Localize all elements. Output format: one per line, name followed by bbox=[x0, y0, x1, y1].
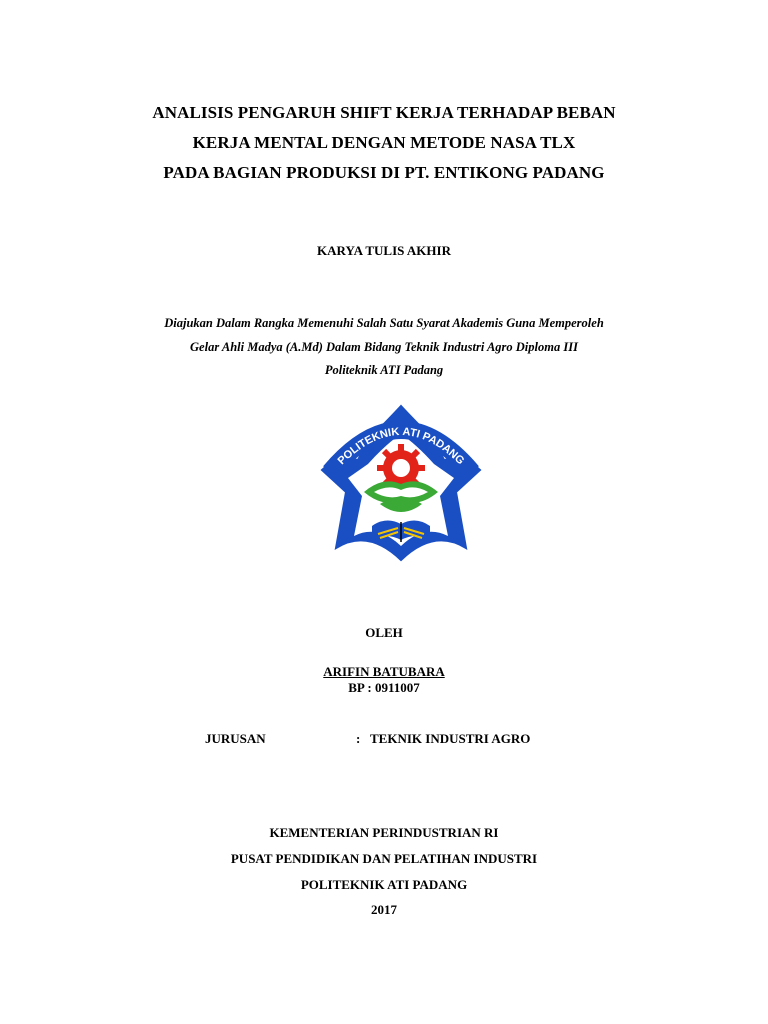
document-type: KARYA TULIS AKHIR bbox=[317, 243, 451, 258]
major-value: TEKNIK INDUSTRI AGRO bbox=[370, 731, 531, 746]
title-line-1: ANALISIS PENGARUH SHIFT KERJA TERHADAP BEBAN bbox=[152, 103, 616, 122]
institution-line-3: POLITEKNIK ATI PADANG bbox=[300, 877, 468, 892]
title-line-2: KERJA MENTAL DENGAN METODE NASA TLX bbox=[192, 133, 576, 152]
title-line-3: PADA BAGIAN PRODUKSI DI PT. ENTIKONG PADANG bbox=[163, 163, 605, 182]
author-name: ARIFIN BATUBARA bbox=[323, 664, 445, 679]
politeknik-ati-padang-logo-icon bbox=[308, 400, 494, 568]
institution-logo bbox=[308, 400, 494, 568]
institution-line-1: KEMENTERIAN PERINDUSTRIAN RI bbox=[269, 825, 499, 840]
purpose-line-2: Gelar Ahli Madya (A.Md) Dalam Bidang Teknik Industri Agro Diploma III bbox=[190, 340, 578, 354]
logo-text: POLITEKNIK ATI PADANG bbox=[335, 425, 467, 468]
purpose-line-3: Politeknik ATI Padang bbox=[324, 363, 444, 377]
year: 2017 bbox=[371, 902, 397, 917]
major-separator: : bbox=[356, 731, 361, 746]
by-label: OLEH bbox=[365, 625, 403, 640]
author-name-line bbox=[0, 664, 768, 680]
student-id: BP : 0911007 bbox=[348, 680, 420, 695]
purpose-line-1: Diajukan Dalam Rangka Memenuhi Salah Satu Syarat Akademis Guna Memperoleh bbox=[164, 316, 604, 330]
major-label: JURUSAN bbox=[205, 731, 266, 746]
institution-line-2: PUSAT PENDIDIKAN DAN PELATIHAN INDUSTRI bbox=[230, 851, 538, 866]
